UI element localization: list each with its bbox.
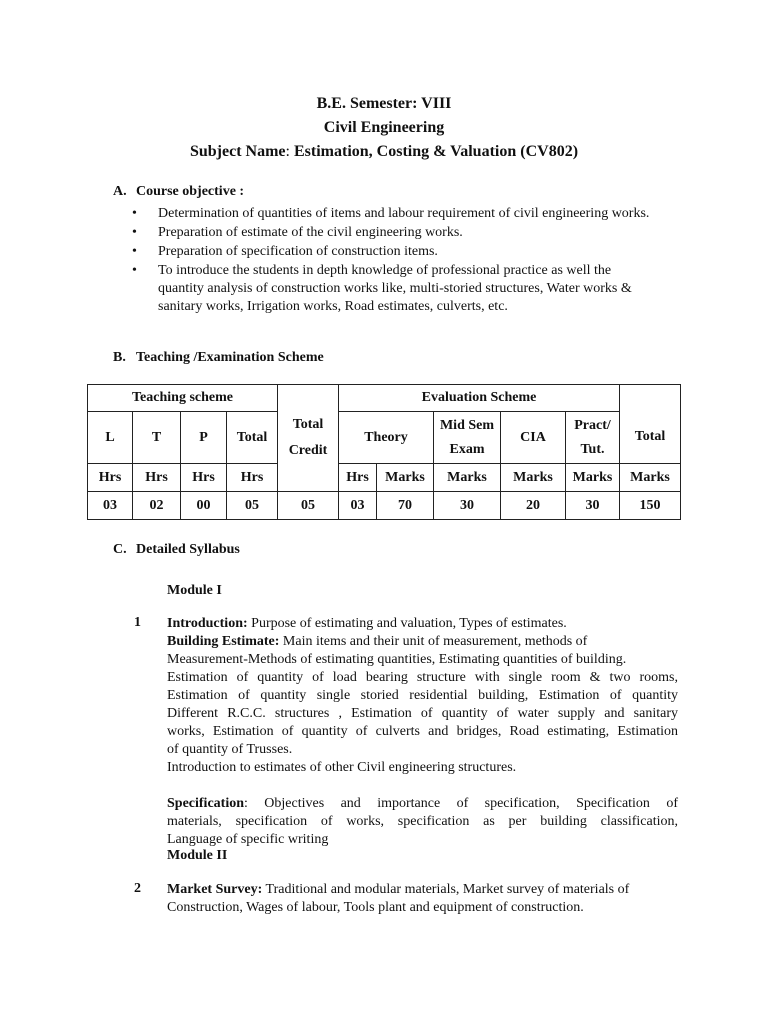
section-a-title: Course objective : [136,184,245,199]
syllabus-line: Estimation of quantity of load bearing structure with single room & two rooms, [167,670,678,685]
section-c-letter: C. [113,542,127,557]
total-credit-header [278,385,339,492]
list-item [130,224,650,242]
value-cell: 70 [377,492,434,520]
teaching-total-header: Total [227,412,278,464]
section-c-heading [113,542,240,558]
syllabus-line: Construction, Wages of labour, Tools plant and equipment of construction. [167,900,584,915]
syllabus-line: materials, specification of works, specification as per building classification, [167,814,678,829]
section-a-letter: A. [113,184,127,199]
list-item [130,243,650,261]
item-1-number: 1 [134,615,141,630]
syllabus-line: works, Estimation of quantity of culverts and bridges, Road estimating, Estimation [167,724,678,739]
eval-total-header: Total [620,412,681,464]
semester-heading: B.E. Semester: VIII [316,95,452,112]
bullet-icon: • [132,263,137,278]
spec-text: : Objectives and importance of specification, Specification of [244,796,678,811]
scheme-table [87,384,681,520]
unit-cell: Hrs [181,464,227,492]
objective-text: Preparation of specification of construction items. [158,244,438,259]
table-row [88,412,681,464]
blank-cell [620,385,681,412]
section-a-heading [113,184,244,200]
bullet-icon: • [132,206,137,221]
building-line [167,633,678,651]
unit-cell: Hrs [339,464,377,492]
evaluation-scheme-header: Evaluation Scheme [339,385,620,412]
unit-cell: Hrs [227,464,278,492]
unit-cell: Marks [434,464,501,492]
syllabus-line: Measurement-Methods of estimating quantities, Estimating quantities of building. [167,652,627,667]
unit-cell: Hrs [133,464,181,492]
subject-heading [0,143,768,161]
syllabus-line: Introduction to estimates of other Civil engineering structures. [167,760,517,775]
item-2-number: 2 [134,881,141,896]
midsem-header [434,412,501,464]
syllabus-line: Estimation of quantity single storied residential building, Estimation of quantity [167,688,678,703]
unit-cell: Marks [566,464,620,492]
objective-text: To introduce the students in depth knowledge of professional practice as well the quantity analysis of construction works like, multi-storied structures, Water works & sanitary works, Irrigation works, Road estimates, culverts, etc. [158,263,632,314]
syllabus-line: Language of specific writing [167,832,329,847]
spec-label: Specification [167,796,244,811]
objective-text: Determination of quantities of items and labour requirement of civil engineering works. [158,206,650,221]
section-b-title: Teaching /Examination Scheme [136,350,324,365]
teaching-scheme-header: Teaching scheme [88,385,278,412]
module-1-heading: Module I [167,583,222,598]
total-credit-line1: Total [292,417,324,432]
objective-text: Preparation of estimate of the civil engineering works. [158,225,463,240]
pract-header [566,412,620,464]
value-cell: 03 [88,492,133,520]
bullet-icon: • [132,244,137,259]
table-row [88,464,681,492]
total-credit-line2: Credit [288,443,328,458]
value-cell: 150 [620,492,681,520]
intro-line [167,615,678,633]
bullet-icon: • [132,225,137,240]
midsem-line2: Exam [449,441,485,457]
module-2-heading: Module II [167,848,228,863]
pract-line1: Pract/ [574,417,611,433]
t-header: T [133,412,181,464]
cia-header: CIA [501,412,566,464]
theory-header: Theory [339,412,434,464]
market-label: Market Survey: [167,882,263,897]
p-header: P [181,412,227,464]
market-line [167,881,678,899]
branch-heading: Civil Engineering [323,119,445,136]
unit-cell: Hrs [88,464,133,492]
value-cell: 03 [339,492,377,520]
section-b-heading [113,350,324,366]
syllabus-line: of quantity of Trusses. [167,742,293,757]
pract-line2: Tut. [580,441,605,457]
table-row [88,492,681,520]
unit-cell: Marks [501,464,566,492]
value-cell: 02 [133,492,181,520]
intro-text: Purpose of estimating and valuation, Types of estimates. [247,616,567,631]
building-text: Main items and their unit of measurement, methods of [279,634,588,649]
subject-value: Estimation, Costing & Valuation (CV802) [289,143,579,160]
value-cell: 00 [181,492,227,520]
section-c-title: Detailed Syllabus [136,542,240,557]
course-objectives-list [130,205,650,317]
intro-label: Introduction: [167,616,248,631]
subject-separator: : [285,143,290,160]
l-header: L [88,412,133,464]
value-cell: 20 [501,492,566,520]
section-b-letter: B. [113,350,126,365]
value-cell: 05 [227,492,278,520]
specification-content [167,795,678,849]
market-text: Traditional and modular materials, Market survey of materials of [262,882,630,897]
list-item [130,262,650,316]
subject-label: Subject Name [189,143,286,160]
midsem-line1: Mid Sem [439,417,495,433]
unit-cell: Marks [620,464,681,492]
unit-cell: Marks [377,464,434,492]
table-row [88,385,681,412]
spec-line [167,795,678,813]
value-cell: 30 [434,492,501,520]
syllabus-line: Different R.C.C. structures , Estimation of quantity of water supply and sanitary [167,706,678,721]
value-cell: 05 [278,492,339,520]
value-cell: 30 [566,492,620,520]
list-item [130,205,650,223]
building-label: Building Estimate: [167,634,280,649]
item-2-content [167,881,678,917]
item-1-content [167,615,678,777]
